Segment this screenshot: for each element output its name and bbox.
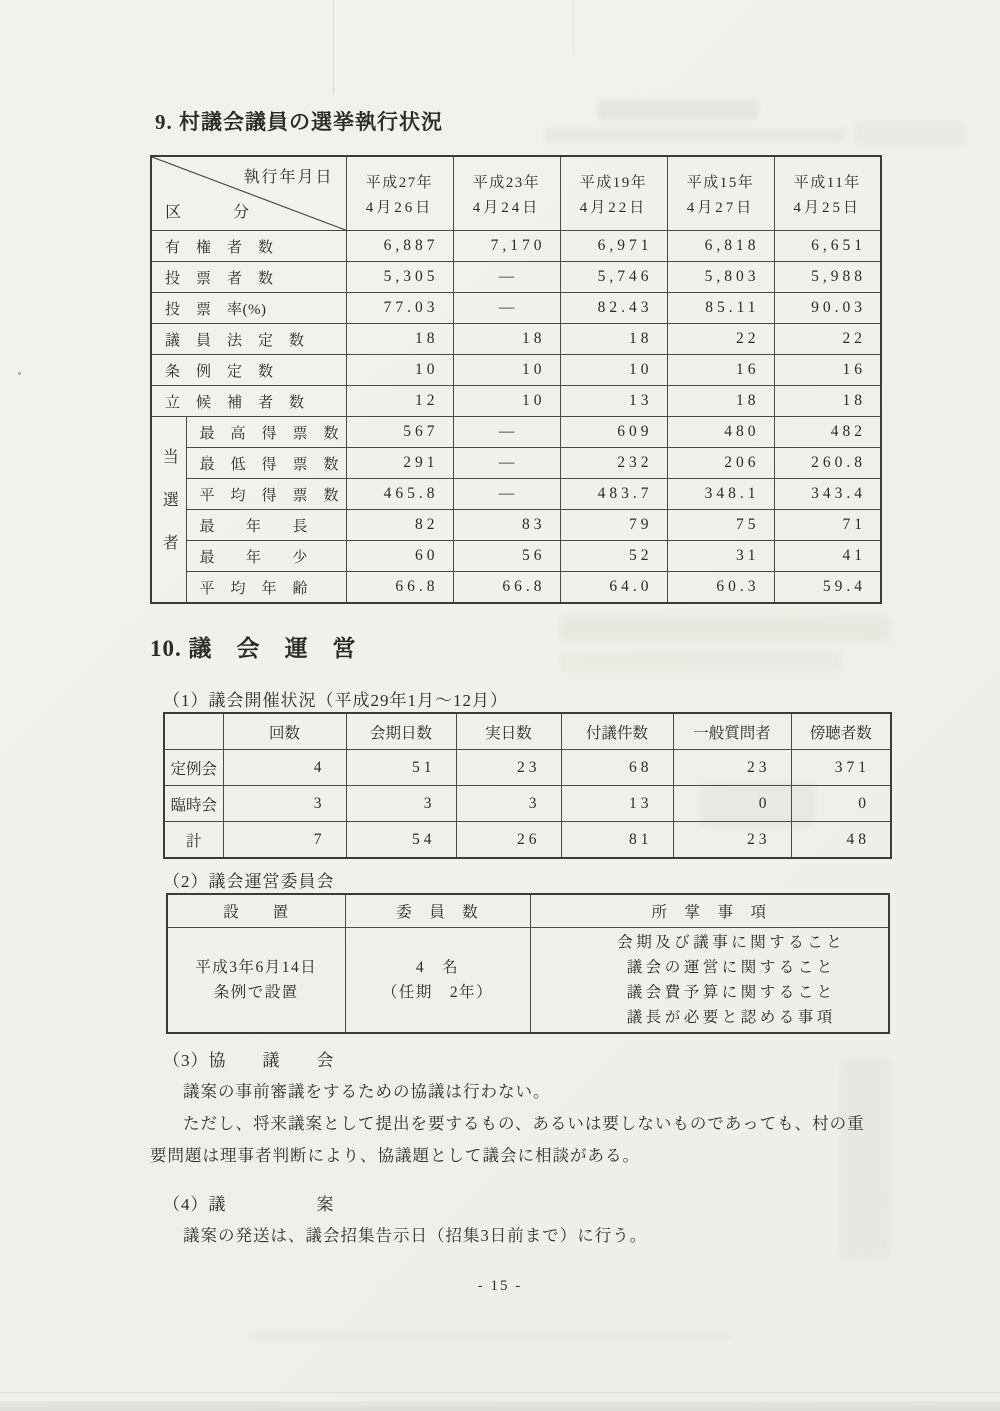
cell-value: 31 [667, 541, 774, 572]
era-label: 平成19年 [579, 174, 648, 191]
cell-value: 0 [791, 786, 891, 822]
election-results-table [150, 155, 882, 604]
row-label: 臨時会 [164, 786, 223, 822]
row-label: 立 候 補 者 数 [151, 386, 346, 417]
table-row [151, 262, 881, 293]
cell-value: — [453, 479, 560, 510]
table-row [151, 231, 881, 262]
row-label: 投 票 者 数 [151, 262, 346, 293]
paragraph-line: 議案の発送は、議会招集告示日（招集3日前まで）に行う。 [183, 1226, 648, 1245]
duty-item: 議長が必要と認める事項 [626, 1009, 836, 1026]
cell-value: 5,803 [667, 262, 774, 293]
steering-committee-table [166, 893, 890, 1034]
corner-label-category: 区 分 [165, 204, 251, 221]
established-cell [167, 928, 345, 1034]
table-row [167, 928, 889, 1034]
cell-value: 51 [346, 750, 456, 786]
duty-item: 議会費予算に関すること [626, 984, 836, 1001]
cell-value: 3 [456, 786, 561, 822]
column-header: 一般質問者 [673, 713, 791, 750]
table-row [151, 572, 881, 604]
members-term: （任期 2年） [381, 984, 494, 1001]
cell-value: 60.3 [667, 572, 774, 604]
cell-value: 18 [453, 324, 560, 355]
dust-speck [18, 372, 21, 375]
bleed-through-artifact [250, 1332, 730, 1340]
cell-value: 567 [346, 417, 453, 448]
cell-value: 68 [561, 750, 673, 786]
cell-value: 16 [667, 355, 774, 386]
members-count: 4 名 [415, 959, 460, 976]
row-label: 計 [164, 822, 223, 859]
table-header-row [164, 713, 891, 750]
diagonal-corner-cell [151, 156, 346, 231]
cell-value: — [453, 417, 560, 448]
cell-value: 66.8 [453, 572, 560, 604]
cell-value: 260.8 [774, 448, 881, 479]
cell-value: 7,170 [453, 231, 560, 262]
duty-item: 議会の運営に関すること [626, 959, 836, 976]
cell-value: 60 [346, 541, 453, 572]
row-label: 最 高 得 票 数 [186, 417, 346, 448]
cell-value: 26 [456, 822, 561, 859]
cell-value: 77.03 [346, 293, 453, 324]
cell-value: 6,887 [346, 231, 453, 262]
row-label: 定例会 [164, 750, 223, 786]
cell-value: 22 [667, 324, 774, 355]
table-row [151, 417, 881, 448]
cell-value: 7 [223, 822, 346, 859]
row-label: 最 年 長 [186, 510, 346, 541]
cell-value: 52 [560, 541, 667, 572]
table-row [151, 355, 881, 386]
column-header: 実日数 [456, 713, 561, 750]
cell-value: 41 [774, 541, 881, 572]
cell-value: 66.8 [346, 572, 453, 604]
cell-value: 232 [560, 448, 667, 479]
era-label: 平成11年 [793, 174, 861, 191]
cell-value: 18 [774, 386, 881, 417]
column-header [667, 156, 774, 231]
column-header: 委 員 数 [345, 894, 530, 928]
table-row [164, 750, 891, 786]
column-header [774, 156, 881, 231]
cell-value: 3 [346, 786, 456, 822]
cell-value: 16 [774, 355, 881, 386]
duties-cell [530, 928, 889, 1034]
table-row [151, 386, 881, 417]
table-row [164, 822, 891, 859]
cell-value: 23 [673, 750, 791, 786]
cell-value: 81 [561, 822, 673, 859]
bleed-through-artifact [560, 652, 840, 672]
cell-value: 6,651 [774, 231, 881, 262]
cell-value: 48 [791, 822, 891, 859]
meeting-status-heading: （1）議会開催状況（平成29年1月～12月） [163, 691, 508, 710]
cell-value: 59.4 [774, 572, 881, 604]
table-row [164, 786, 891, 822]
row-label: 条 例 定 数 [151, 355, 346, 386]
table-header-row [167, 894, 889, 928]
date-label: 4月27日 [686, 199, 755, 216]
era-label: 平成15年 [686, 174, 755, 191]
fold-crease-line [333, 0, 334, 95]
table-header-row [151, 156, 881, 231]
cell-value: 22 [774, 324, 881, 355]
cell-value: 18 [560, 324, 667, 355]
table-row [151, 541, 881, 572]
paragraph-line: ただし、将来議案として提出を要するもの、あるいは要しないものであっても、村の重 [183, 1114, 865, 1133]
row-label: 最 年 少 [186, 541, 346, 572]
cell-value: 482 [774, 417, 881, 448]
column-header: 回数 [223, 713, 346, 750]
corner-label-date: 執行年月日 [243, 169, 334, 186]
column-header: 所 掌 事 項 [530, 894, 889, 928]
cell-value: 6,971 [560, 231, 667, 262]
cell-value: 371 [791, 750, 891, 786]
cell-value: — [453, 293, 560, 324]
scan-edge-shadow [0, 1401, 1000, 1411]
cell-value: 343.4 [774, 479, 881, 510]
bleed-through-artifact [840, 1058, 890, 1258]
cell-value: 465.8 [346, 479, 453, 510]
winner-group-cell [151, 417, 186, 604]
page-number: - 15 - [477, 1278, 523, 1294]
cell-value: 0 [673, 786, 791, 822]
row-label: 最 低 得 票 数 [186, 448, 346, 479]
paragraph-line: 議案の事前審議をするための協議は行わない。 [183, 1082, 551, 1101]
column-header [453, 156, 560, 231]
cell-value: 18 [667, 386, 774, 417]
cell-value: 10 [346, 355, 453, 386]
cell-value: 10 [560, 355, 667, 386]
table-row [151, 293, 881, 324]
cell-value: 6,818 [667, 231, 774, 262]
bleed-through-artifact [545, 128, 845, 143]
column-header: 設 置 [167, 894, 345, 928]
era-label: 平成27年 [365, 174, 434, 191]
cell-value: — [453, 262, 560, 293]
row-label: 平 均 得 票 数 [186, 479, 346, 510]
row-label: 投 票 率(%) [151, 293, 346, 324]
date-label: 4月25日 [793, 199, 861, 216]
column-header: 会期日数 [346, 713, 456, 750]
cell-value: — [453, 448, 560, 479]
table-row [151, 448, 881, 479]
cell-value: 609 [560, 417, 667, 448]
column-header [346, 156, 453, 231]
members-cell [345, 928, 530, 1034]
section9-title: 9. 村議会議員の選挙執行状況 [155, 110, 443, 134]
fold-crease-line [0, 1392, 1000, 1393]
cell-value: 23 [456, 750, 561, 786]
council-conference-heading: （3）協 議 会 [163, 1051, 335, 1070]
cell-value: 480 [667, 417, 774, 448]
cell-value: 82.43 [560, 293, 667, 324]
bleed-through-artifact [598, 100, 758, 120]
cell-value: 23 [673, 822, 791, 859]
cell-value: 82 [346, 510, 453, 541]
bleed-through-artifact [855, 120, 965, 146]
bills-heading: （4）議 案 [163, 1195, 335, 1214]
table-row [151, 479, 881, 510]
cell-value: 56 [453, 541, 560, 572]
cell-value: 10 [453, 355, 560, 386]
section10-title: 10. 議 会 運 営 [150, 636, 357, 661]
date-label: 4月22日 [579, 199, 648, 216]
cell-value: 83 [453, 510, 560, 541]
established-basis: 条例で設置 [213, 984, 299, 1001]
cell-value: 18 [346, 324, 453, 355]
cell-value: 12 [346, 386, 453, 417]
date-label: 4月26日 [365, 199, 434, 216]
cell-value: 5,746 [560, 262, 667, 293]
cell-value: 4 [223, 750, 346, 786]
row-label: 議 員 法 定 数 [151, 324, 346, 355]
cell-value: 54 [346, 822, 456, 859]
column-header [560, 156, 667, 231]
cell-value: 13 [561, 786, 673, 822]
cell-value: 3 [223, 786, 346, 822]
fold-crease-line [573, 0, 574, 55]
cell-value: 79 [560, 510, 667, 541]
column-header: 傍聴者数 [791, 713, 891, 750]
winner-group-label: 当選者 [160, 447, 178, 577]
cell-value: 13 [560, 386, 667, 417]
column-header: 付議件数 [561, 713, 673, 750]
meeting-status-table [163, 712, 892, 859]
steering-committee-heading: （2）議会運営委員会 [163, 872, 335, 891]
row-label: 平 均 年 齢 [186, 572, 346, 604]
cell-value: 75 [667, 510, 774, 541]
cell-value: 71 [774, 510, 881, 541]
duty-item: 会期及び議事に関すること [617, 934, 846, 951]
cell-value: 206 [667, 448, 774, 479]
cell-value: 5,988 [774, 262, 881, 293]
row-label: 有 権 者 数 [151, 231, 346, 262]
era-label: 平成23年 [472, 174, 541, 191]
cell-value: 64.0 [560, 572, 667, 604]
cell-value: 5,305 [346, 262, 453, 293]
table-row [151, 510, 881, 541]
cell-value: 90.03 [774, 293, 881, 324]
table-row [151, 324, 881, 355]
established-date: 平成3年6月14日 [195, 959, 318, 976]
cell-value: 483.7 [560, 479, 667, 510]
date-label: 4月24日 [472, 199, 541, 216]
cell-value: 291 [346, 448, 453, 479]
cell-value: 85.11 [667, 293, 774, 324]
empty-header-cell [164, 713, 223, 750]
bleed-through-artifact [560, 616, 890, 642]
cell-value: 10 [453, 386, 560, 417]
paragraph-line: 要問題は理事者判断により、協議題として議会に相談がある。 [150, 1146, 640, 1165]
cell-value: 348.1 [667, 479, 774, 510]
